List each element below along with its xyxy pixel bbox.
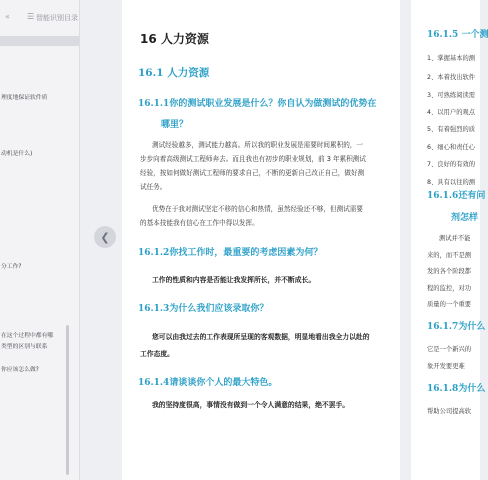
question-heading-cont: 剂怎样 <box>451 213 479 223</box>
toc-item[interactable]: 在这个过程中都有哪 <box>1 333 54 339</box>
paragraph-line: 象开发要更难 <box>427 363 465 370</box>
paragraph-line: 它是一个新兴的 <box>427 346 472 353</box>
section-title: 16.1 人力资源 <box>138 67 210 79</box>
answer-text: 您可以由我过去的工作表现所呈现的客观数据，明显地看出我全力以赴的 <box>152 333 370 341</box>
toc-item[interactable]: 分工作? <box>1 264 22 270</box>
toc-item[interactable]: 类型的区别与联系 <box>1 344 48 350</box>
list-item: 3、可熟练阅读需 <box>427 92 476 99</box>
list-item: 8、具有以往的测 <box>427 179 476 186</box>
document-page-left <box>122 0 400 480</box>
paragraph-line: 经验，按如何做好测试工程师的要求自己，不断的更新自己改正自己，做好测 <box>140 169 365 177</box>
list-item: 1、掌握基本的测 <box>427 55 476 62</box>
paragraph-line: 帮助公司提高软 <box>427 408 472 415</box>
list-item: 5、有着强烈的质 <box>427 126 476 133</box>
toc-item[interactable]: 理度地保证软件质 <box>1 95 48 101</box>
sidebar-scrollbar[interactable] <box>66 325 69 475</box>
paragraph-line: 试任务。 <box>140 183 167 191</box>
question-heading-cont: 哪里？ <box>161 120 189 130</box>
question-heading: 16.1.3为什么我们应该录取你？ <box>138 304 269 314</box>
paragraph-line: 优势在于我对测试坚定不移的信心和热情，虽然经验还不够，但测试需要 <box>152 205 363 213</box>
paragraph-line: 步步向着高级测试工程师奔去。而且我也有初步的职业规划，前 3 年累积测试 <box>140 155 366 163</box>
paragraph-line: 的基本技能我有信心在工作中得以发挥。 <box>140 219 259 227</box>
paragraph-line: 质量的一个重要 <box>427 301 472 308</box>
list-item: 7、良好的有效的 <box>427 161 476 168</box>
answer-text: 工作态度。 <box>140 350 174 358</box>
paragraph-line: 测试并不能 <box>439 235 471 242</box>
paragraph-line: 发的各个阶段都 <box>427 268 472 275</box>
paragraph-line: 来的，而不是测 <box>427 252 472 259</box>
toc-sidebar <box>0 0 80 480</box>
list-item: 4、以用户的观点 <box>427 109 476 116</box>
toc-icon: ☰ <box>27 12 35 21</box>
chapter-title: 16 人力资源 <box>140 32 209 46</box>
toc-label: 智能识别目录 <box>36 14 78 22</box>
question-heading: 16.1.8为什么 <box>427 384 486 394</box>
question-heading: 16.1.7为什么 <box>427 322 486 332</box>
answer-text: 工作的性质和内容是否能让我发挥所长，并不断成长。 <box>152 276 316 284</box>
list-item: 2、本着找出软件 <box>427 74 476 81</box>
toc-header <box>0 12 79 26</box>
document-page-right <box>411 0 488 480</box>
toc-selected-row[interactable] <box>0 36 79 46</box>
chevron-left-icon: ❮ <box>100 230 110 244</box>
toc-item[interactable]: 你应该怎么做? <box>1 367 39 373</box>
toc-item[interactable]: 动机是什么) <box>1 151 33 157</box>
question-heading: 16.1.4请谈谈你个人的最大特色。 <box>138 378 278 388</box>
paragraph-line: 程的监控，对功 <box>427 285 472 292</box>
answer-text: 我的坚持度很高，事情没有做到一个令人满意的结果，绝不罢手。 <box>152 401 350 409</box>
paragraph-line: 测试经验越多，测试能力越高。所以我的职业发展是需要时间累积的，一 <box>152 141 363 149</box>
question-heading: 16.1.2你找工作时，最重要的考虑因素为何？ <box>138 248 323 258</box>
collapse-sidebar-icon[interactable]: « <box>5 12 10 21</box>
question-heading: 16.1.5 一个测 <box>427 30 488 40</box>
list-item: 6、细心和责任心 <box>427 144 476 151</box>
question-heading: 16.1.1你的测试职业发展是什么？你自认为做测试的优势在 <box>138 99 377 109</box>
previous-page-button[interactable] <box>94 226 116 248</box>
question-heading: 16.1.6还有问 <box>427 191 486 201</box>
